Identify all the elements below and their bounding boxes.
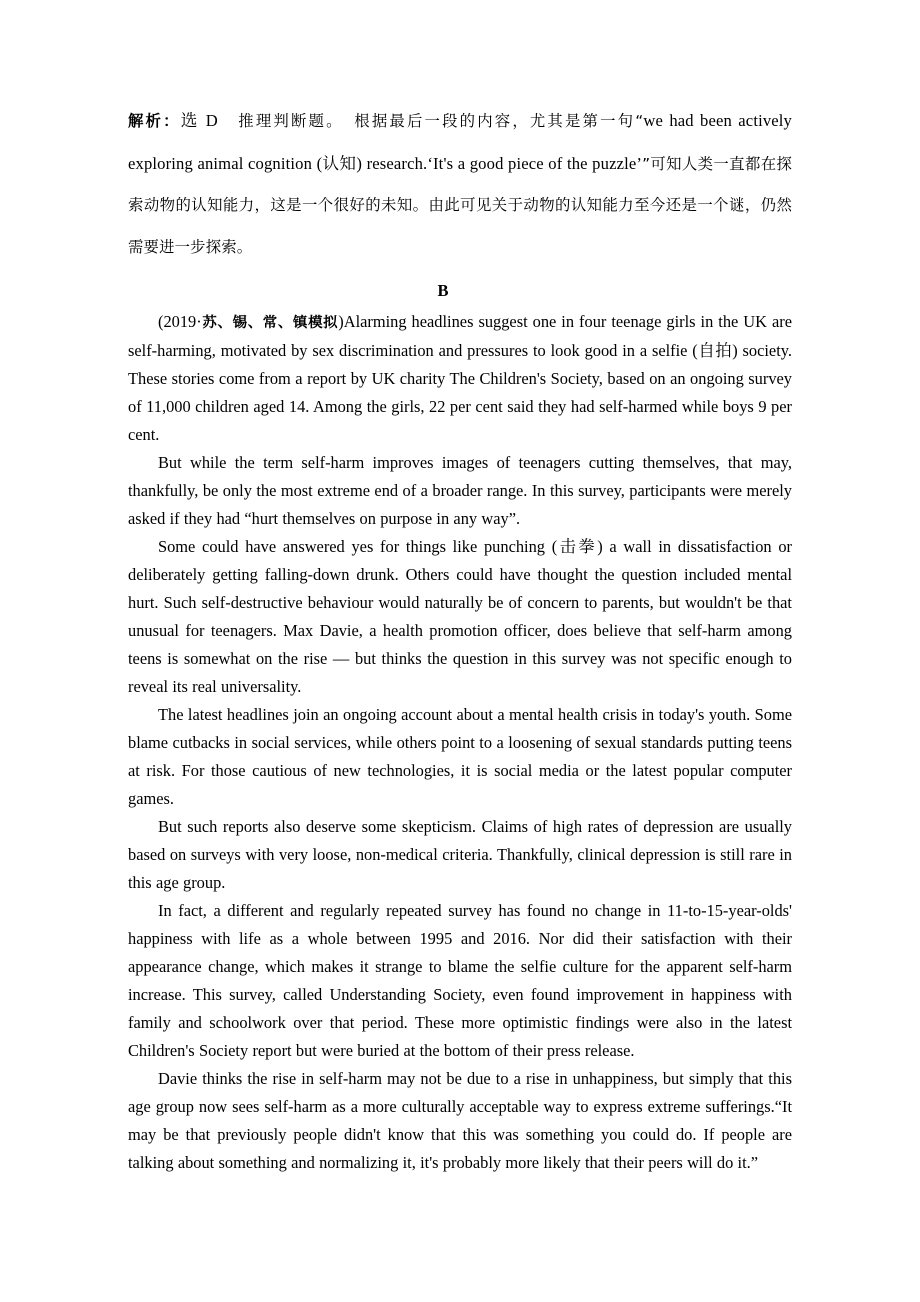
passage-paragraph-5: But such reports also deserve some skepticism. Claims of high rates of depression are usually based on surveys with very loose, non-medical criteria. Thankfully, clinical depression is still rare in this age group.	[128, 817, 792, 892]
passage-paragraph-4: The latest headlines join an ongoing account about a mental health crisis in today's youth. Some blame cutbacks in social services, while others point to a loosening of sexual standards putting teens at risk. For those cautious of new technologies, it is social media or the latest popular computer games.	[128, 705, 792, 808]
section-letter-heading: B	[437, 281, 449, 300]
analysis-quoted-english: we had been actively exploring animal cognition (认知) research.‘It's a good piece of the puzzle’	[128, 111, 793, 173]
analysis-label: 解析：	[128, 112, 181, 130]
paragraph-text: Alarming headlines suggest one in four teenage girls in the UK are self-harming, motivated by sex discrimination and pressures to look good in a selfie (自拍) society. These stories come from a report by UK charity The Children's Society, based on an ongoing survey of 11,000 children aged 14. Among the girls, 22 per cent said they had self-harmed while boys 9 per cent.	[128, 312, 792, 444]
answer-analysis-block	[128, 100, 792, 268]
analysis-question-type: 推理判断题。	[238, 112, 336, 130]
analysis-explanation: 可知人类一直都在探索动物的认知能力，这是一个很好的未知。由此可见关于动物的认知能力至今还是一个谜，仍然需要进一步探索。	[128, 154, 792, 256]
analysis-lead-in: 根据最后一段的内容，尤其是第一句	[354, 112, 636, 130]
source-cities: 苏、锡、常、镇模拟	[201, 315, 339, 331]
passage-paragraph-7: Davie thinks the rise in self-harm may not be due to a rise in unhappiness, but simply that this age group now sees self-harm as a more culturally acceptable way to express extreme sufferings.“It may be that previously people didn't know that this was something you could do. If people are talking about something and normalizing it, it's probably more likely that their peers will do it.”	[128, 1069, 792, 1172]
analysis-quote-close: ”	[642, 154, 651, 173]
passage-paragraph-2: But while the term self-harm improves images of teenagers cutting themselves, that may, thankfully, be only the most extreme end of a broader range. In this survey, participants were merely asked if they had “hurt themselves on purpose in any way”.	[128, 453, 792, 528]
source-close-paren: )	[338, 312, 344, 331]
analysis-quote-open: “	[635, 112, 644, 130]
passage-paragraph-1	[128, 308, 792, 449]
passage-paragraph-3: Some could have answered yes for things like punching (击拳) a wall in dissatisfaction or deliberately getting falling-down drunk. Others could have thought the question included mental hurt. Such self-destructive behaviour would naturally be of concern to parents, but wouldn't be that unusual for teenagers. Max Davie, a health promotion officer, does believe that self-harm among teens is somewhat on the rise — but thinks the question in this survey was not specific enough to reveal its real universality.	[128, 537, 792, 696]
source-open-paren: (	[158, 312, 164, 331]
analysis-choice: 选 D	[180, 111, 218, 130]
source-year: 2019·	[163, 312, 202, 331]
passage-paragraph-6: In fact, a different and regularly repeated survey has found no change in 11-to-15-year-olds' happiness with life as a whole between 1995 and 2016. Nor did their satisfaction with their appearance change, which makes it strange to blame the selfie culture for the apparent self-harm increase. This survey, called Understanding Society, even found improvement in happiness with family and schoolwork over that period. These more optimistic findings were also in the latest Children's Society report but were buried at the bottom of their press release.	[128, 901, 792, 1060]
page-content-column	[128, 100, 792, 1177]
